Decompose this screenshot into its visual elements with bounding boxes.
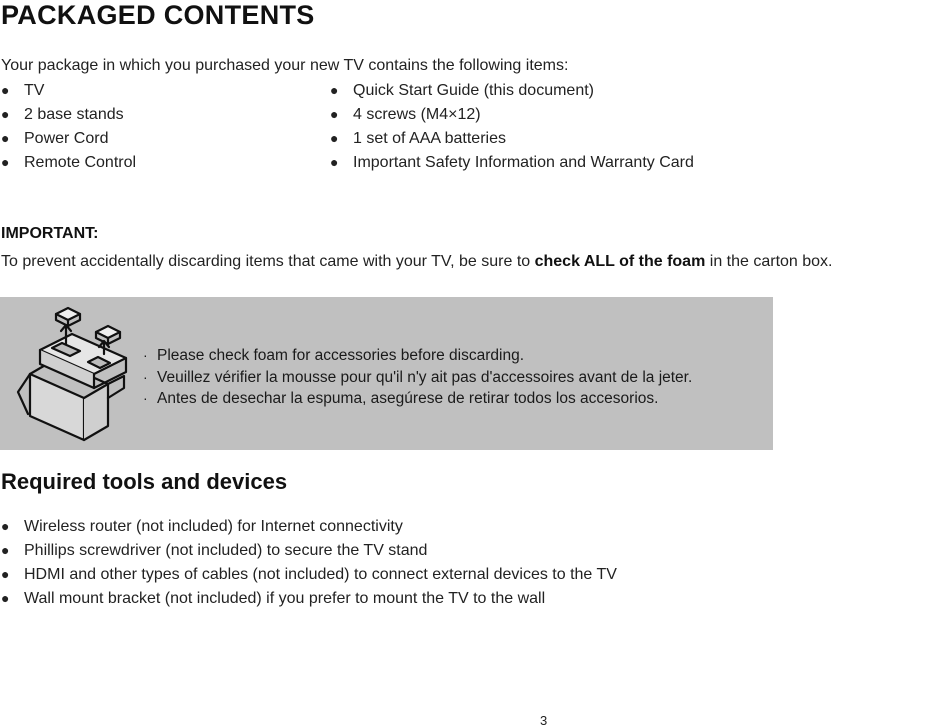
page-title: PACKAGED CONTENTS <box>1 0 315 30</box>
important-text-start: To prevent accidentally discarding items that came with your TV, be sure to <box>1 253 535 270</box>
package-list-left <box>1 80 136 176</box>
list-item <box>1 516 617 540</box>
list-item <box>1 540 617 564</box>
important-text-end: in the carton box. <box>705 253 833 270</box>
foam-note-spanish: Antes de desechar la espuma, asegúrese de retirar todos los accesorios. <box>157 390 659 407</box>
bullet-icon: ● <box>1 542 10 558</box>
bullet-icon: ● <box>1 518 10 534</box>
list-item-label: Quick Start Guide (this document) <box>353 82 594 99</box>
list-item <box>1 152 136 176</box>
dot-icon: · <box>143 368 148 385</box>
important-text <box>1 253 833 271</box>
list-item-label: HDMI and other types of cables (not included) to connect external devices to the TV <box>24 566 617 583</box>
list-item-label: Phillips screwdriver (not included) to secure the TV stand <box>24 542 428 559</box>
bullet-icon: ● <box>1 82 10 98</box>
list-item <box>143 388 692 410</box>
list-item-label: 2 base stands <box>24 106 124 123</box>
bullet-icon: ● <box>1 130 10 146</box>
page-number: 3 <box>540 713 548 728</box>
intro-text: Your package in which you purchased your new TV contains the following items: <box>1 57 569 74</box>
foam-notice-box <box>0 297 773 450</box>
list-item-label: 4 screws (M4×12) <box>353 106 481 123</box>
list-item <box>143 367 692 389</box>
foam-note-french: Veuillez vérifier la mousse pour qu'il n'y ait pas d'accessoires avant de la jeter. <box>157 368 693 386</box>
tools-list <box>1 516 617 612</box>
list-item-label: Power Cord <box>24 130 109 147</box>
list-item <box>330 128 694 152</box>
dot-icon: · <box>143 390 148 406</box>
bullet-icon: ● <box>1 566 10 582</box>
bullet-icon: ● <box>330 130 339 146</box>
important-heading: IMPORTANT: <box>1 225 99 242</box>
list-item <box>1 564 617 588</box>
dot-icon: · <box>143 347 148 363</box>
package-list-right <box>330 80 694 176</box>
list-item-label: Important Safety Information and Warranty Card <box>353 154 694 171</box>
list-item <box>330 104 694 128</box>
carton-foam-illustration <box>14 302 134 444</box>
bullet-icon: ● <box>1 590 10 606</box>
foam-note-english: Please check foam for accessories before discarding. <box>157 347 525 364</box>
important-text-emphasis: check ALL of the foam <box>534 253 706 270</box>
bullet-icon: ● <box>1 106 10 122</box>
list-item <box>143 345 692 367</box>
list-item-label: Wall mount bracket (not included) if you prefer to mount the TV to the wall <box>24 590 546 607</box>
list-item <box>330 80 694 104</box>
tools-heading: Required tools and devices <box>1 469 288 494</box>
foam-notice-list <box>143 345 692 410</box>
list-item-label: 1 set of AAA batteries <box>353 130 506 147</box>
bullet-icon: ● <box>330 82 339 98</box>
list-item-label: TV <box>24 82 45 99</box>
list-item <box>1 80 136 104</box>
bullet-icon: ● <box>330 154 339 170</box>
bullet-icon: ● <box>1 154 10 170</box>
list-item <box>1 104 136 128</box>
bullet-icon: ● <box>330 106 339 122</box>
list-item-label: Wireless router (not included) for Internet connectivity <box>24 518 403 535</box>
list-item-label: Remote Control <box>24 154 137 171</box>
list-item <box>1 128 136 152</box>
list-item <box>1 588 617 612</box>
list-item <box>330 152 694 176</box>
